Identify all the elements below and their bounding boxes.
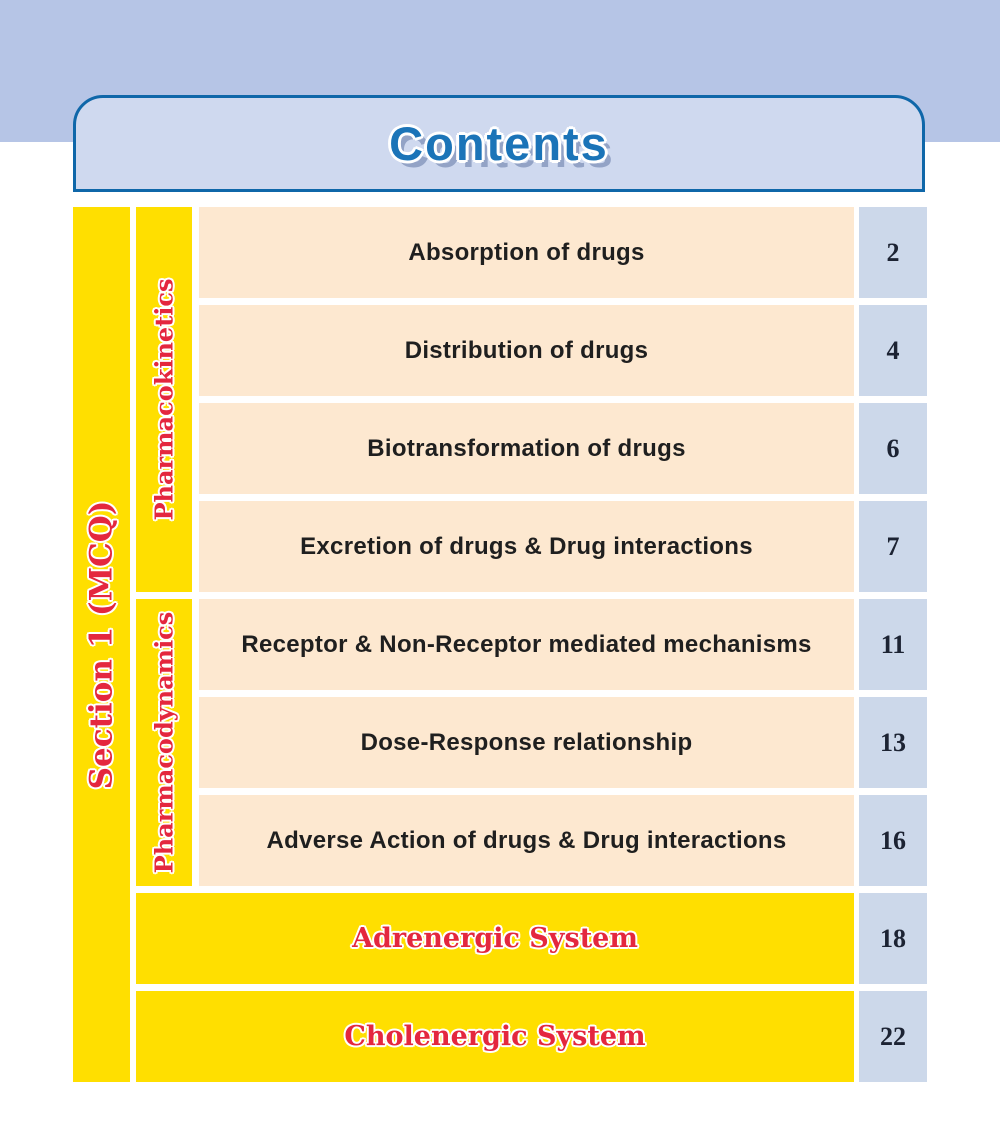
page-number-cell: [859, 501, 927, 592]
toc-row-adverse-action: [199, 795, 854, 886]
toc-row-adrenergic-system: [136, 893, 854, 984]
system-title: Adrenergic System: [352, 923, 638, 954]
toc-row-receptor-mechanisms: [199, 599, 854, 690]
chapter-title: Excretion of drugs & Drug interactions: [300, 532, 753, 560]
page-number-cell: [859, 991, 927, 1082]
page-number-cell: [859, 403, 927, 494]
page-number: 18: [880, 923, 906, 953]
group-label-pharmacokinetics: Pharmacokinetics: [149, 278, 179, 521]
page-number: 22: [880, 1021, 906, 1051]
group-label-pharmacodynamics: Pharmacodynamics: [149, 611, 179, 874]
page-number: 16: [880, 825, 906, 855]
page-title: Contents: [389, 117, 609, 170]
page-number-cell: [859, 893, 927, 984]
page-number: 2: [886, 237, 900, 267]
chapter-title: Adverse Action of drugs & Drug interactions: [266, 826, 787, 854]
toc-row-cholenergic-system: [136, 991, 854, 1082]
page-number-cell: [859, 599, 927, 690]
chapter-title: Distribution of drugs: [404, 336, 649, 364]
section-bar: [73, 207, 130, 1082]
chapter-title: Receptor & Non-Receptor mediated mechanisms: [241, 630, 812, 658]
page-number: 4: [886, 335, 900, 365]
toc-row-excretion: [199, 501, 854, 592]
chapter-title: Absorption of drugs: [408, 238, 645, 266]
page-number-cell: [859, 207, 927, 298]
toc-row-biotransformation: [199, 403, 854, 494]
toc-row-distribution: [199, 305, 854, 396]
page-number-cell: [859, 305, 927, 396]
toc-row-dose-response: [199, 697, 854, 788]
page-number-cell: [859, 795, 927, 886]
group-bar-pharmacodynamics: [136, 599, 192, 886]
page-number: 13: [880, 727, 906, 757]
chapter-title: Biotransformation of drugs: [367, 434, 686, 462]
page-number-cell: [859, 697, 927, 788]
section-label: Section 1 (MCQ): [83, 500, 120, 789]
chapter-title: Dose-Response relationship: [360, 728, 693, 756]
page-number: 11: [880, 629, 906, 659]
toc-row-absorption: [199, 207, 854, 298]
system-title: Cholenergic System: [344, 1021, 646, 1052]
page-number: 7: [886, 531, 900, 561]
group-bar-pharmacokinetics: [136, 207, 192, 592]
contents-header: [73, 95, 925, 192]
page-number: 6: [886, 433, 900, 463]
